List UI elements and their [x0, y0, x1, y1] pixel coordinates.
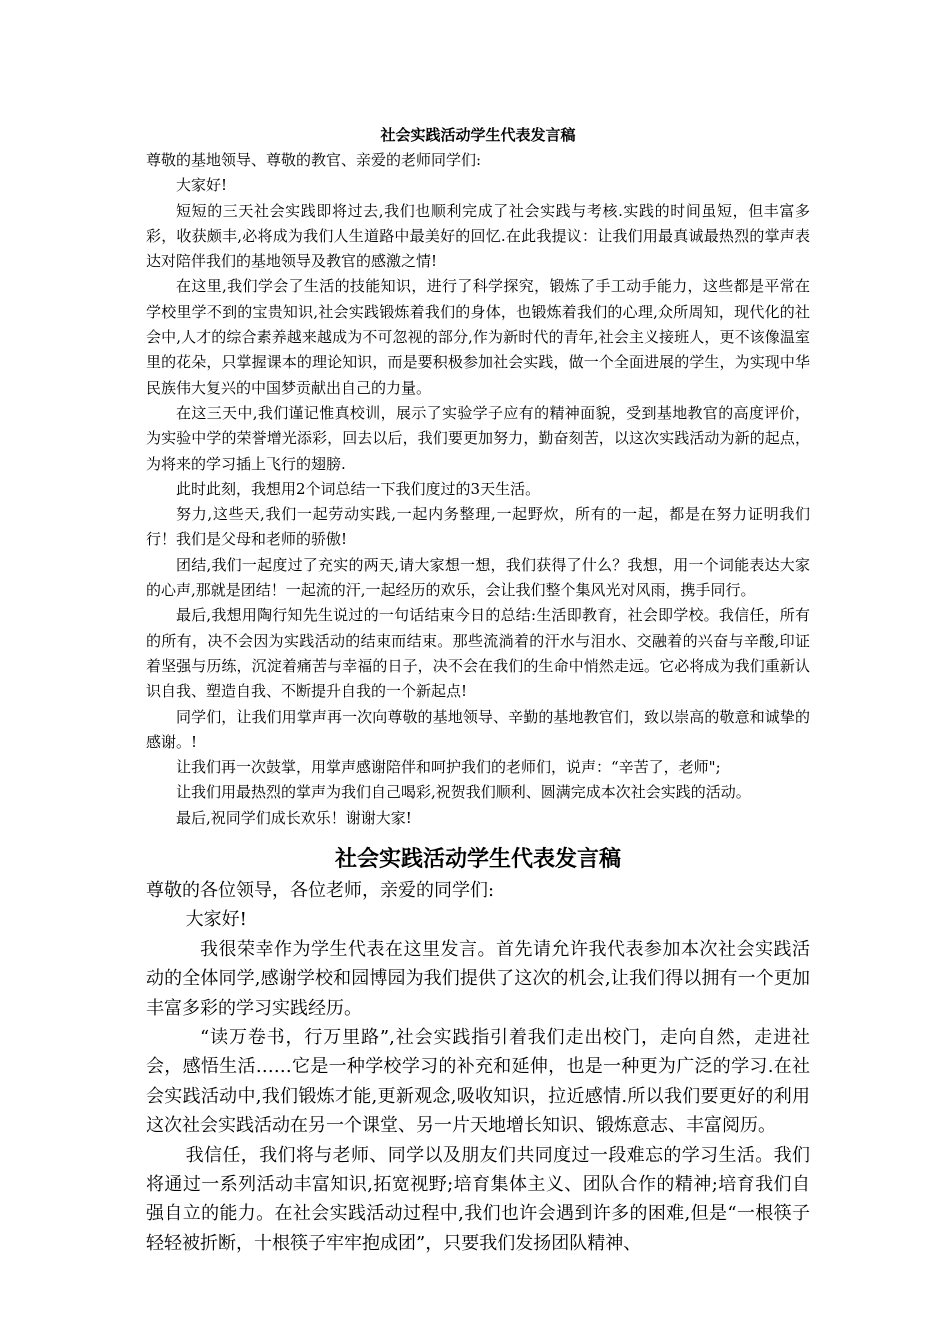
speech-2-salutation: 尊敬的各位领导，各位老师，亲爱的同学们:	[146, 880, 495, 901]
speech-2-paragraph: 我信任，我们将与老师、同学以及朋友们共同度过一段难忘的学习生活。我们将通过一系列活动丰富知识,拓宽视野;培育集体主义、团队合作的精神;培育我们自强自立的能力。在社会实践活动过程中,我们也许会遇到许多的困难,但是“一根筷子轻轻被折断，十根筷子牢牢抱成团”，只要我们发扬团队精神、	[146, 1144, 810, 1254]
speech-2-title: 社会实践活动学生代表发言稿	[334, 846, 621, 872]
speech-1-paragraph: 努力,这些天,我们一起劳动实践,一起内务整理,一起野炊，所有的一起，都是在努力证明我们行！我们是父母和老师的骄傲!	[146, 505, 810, 549]
speech-1-paragraph: 让我们再一次鼓掌，用掌声感谢陪伴和呵护我们的老师们，说声：“辛苦了，老师";	[176, 758, 721, 777]
speech-1-paragraph: 团结,我们一起度过了充实的两天,请大家想一想，我们获得了什么？我想，用一个词能表达大家的心声,那就是团结！一起流的汗,一起经历的欢乐，会让我们整个集风光对风雨，携手同行。	[146, 555, 810, 600]
speech-2-paragraph: “读万卷书，行万里路”,社会实践指引着我们走出校门，走向自然，走进社会，感悟生活……它是一种学校学习的补充和延伸，也是一种更为广泛的学习.在社会实践活动中,我们锻炼才能,更新观念,吸收知识，拉近感情.所以我们要更好的利用这次社会实践活动在另一个课堂、另一片天地增长知识、锻炼意志、丰富阅历。	[146, 1027, 810, 1137]
speech-2-paragraph: 我很荣幸作为学生代表在这里发言。首先请允许我代表参加本次社会实践活动的全体同学,感谢学校和园博园为我们提供了这次的机会,让我们得以拥有一个更加丰富多彩的学习实践经历。	[146, 938, 810, 1019]
speech-1	[146, 122, 810, 831]
speech-1-paragraph: 让我们用最热烈的掌声为我们自己喝彩,祝贺我们顺利、圆满完成本次社会实践的活动。	[176, 783, 751, 802]
speech-2-paragraph: 大家好!	[185, 909, 247, 931]
speech-1-paragraph: 最后,祝同学们成长欢乐！谢谢大家!	[176, 808, 412, 827]
speech-1-paragraph: 短短的三天社会实践即将过去,我们也顺利完成了社会实践与考核.实践的时间虽短，但丰富多彩，收获颇丰,必将成为我们人生道路中最美好的回忆.在此我提议：让我们用最真诚最热烈的掌声表达对陪伴我们的基地领导及教官的感激之情!	[146, 201, 810, 271]
speech-2	[146, 842, 810, 1258]
speech-1-paragraph: 在这三天中,我们谨记惟真校训，展示了实验学子应有的精神面貌，受到基地教官的高度评价，为实验中学的荣誉增光添彩，回去以后，我们要更加努力，勤奋刻苦，以这次实践活动为新的起点，为将来的学习插上飞行的翅膀.	[146, 403, 810, 473]
speech-1-paragraph: 同学们，让我们用掌声再一次向尊敬的基地领导、辛勤的基地教官们，致以崇高的敬意和诚挚的感谢。!	[146, 707, 810, 751]
speech-1-paragraph: 在这里,我们学会了生活的技能知识，进行了科学探究，锻炼了手工动手能力，这些都是平常在学校里学不到的宝贵知识,社会实践锻炼着我们的身体，也锻炼着我们的心理,众所周知，现代化的社会中,人才的综合素养越来越成为不可忽视的部分,作为新时代的青年,社会主义接班人，更不该像温室里的花朵，只掌握课本的理论知识，而是要积极参加社会实践，做一个全面进展的学生，为实现中华民族伟大复兴的中国梦贡献出自己的力量。	[146, 277, 810, 397]
speech-1-salutation: 尊敬的基地领导、尊敬的教官、亲爱的老师同学们:	[146, 151, 482, 169]
speech-1-paragraph: 最后,我想用陶行知先生说过的一句话结束今日的总结:生活即教育，社会即学校。我信任，所有的所有，决不会因为实践活动的结束而结束。那些流淌着的汗水与泪水、交融着的兴奋与辛酸,印证着坚强与历练，沉淀着痛苦与幸福的日子，决不会在我们的生命中悄然走远。它必将成为我们重新认识自我、塑造自我、不断提升自我的一个新起点!	[146, 606, 810, 701]
speech-1-paragraph: 此时此刻，我想用2个词总结一下我们度过的3天生活。	[176, 479, 541, 498]
speech-1-title: 社会实践活动学生代表发言稿	[380, 126, 576, 144]
speech-1-paragraph: 大家好!	[176, 176, 228, 195]
